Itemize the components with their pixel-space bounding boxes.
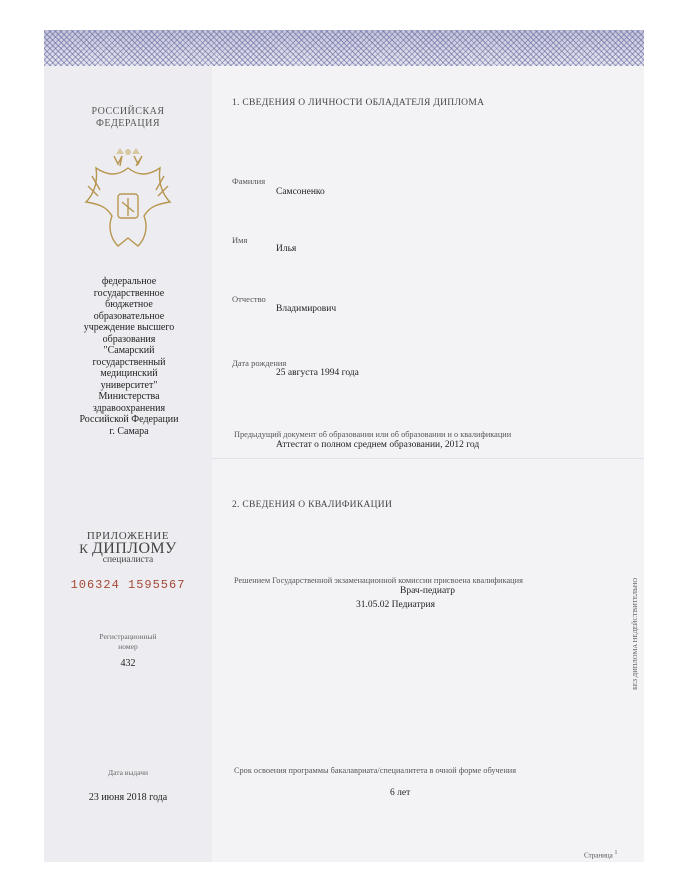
previous-document-label: Предыдущий документ об образовании или об образовании и о квалификации	[234, 430, 512, 439]
institution-line: медицинский	[100, 368, 158, 379]
institution-line: университет"	[100, 379, 158, 391]
diploma-sheet	[44, 30, 644, 862]
qualification-value: Врач-педиатр	[400, 586, 455, 596]
appendix-line-1: ПРИЛОЖЕНИЕ	[86, 530, 170, 542]
institution-line: г. Самара	[109, 425, 149, 437]
qualification-decision-label: Решением Государственной экзаменационной комиссии присвоена квалификация	[234, 576, 523, 585]
institution-line: бюджетное	[105, 299, 153, 310]
institution-line: образования	[102, 333, 156, 345]
appendix-title	[44, 530, 212, 566]
study-term-label: Срок освоения программы бакалавриата/специалитета в очной форме обучения	[234, 766, 517, 775]
registration-label	[44, 632, 212, 652]
institution-line: Российской Федерации	[79, 414, 179, 425]
surname-label: Фамилия	[232, 176, 266, 186]
study-term-value: 6 лет	[390, 788, 411, 798]
appendix-diploma: ДИПЛОМУ	[91, 540, 177, 557]
page-number: 1	[614, 850, 618, 856]
institution-line: "Самарский	[103, 345, 155, 356]
country-line-2: ФЕДЕРАЦИЯ	[95, 118, 161, 129]
name-label: Имя	[232, 235, 248, 245]
patronymic-label: Отчество	[232, 294, 266, 304]
page-label: Страница	[584, 851, 613, 860]
appendix-line-2	[44, 542, 212, 555]
validity-note: БЕЗ ДИПЛОМА НЕДЕЙСТВИТЕЛЬНО	[632, 577, 639, 690]
page-indicator	[584, 850, 617, 859]
serial-number: 106324 1595567	[70, 578, 186, 592]
institution-line: государственный	[92, 356, 166, 368]
issue-date: 23 июня 2018 года	[88, 792, 168, 803]
appendix-to: К	[79, 541, 89, 556]
patronymic-value: Владимирович	[276, 304, 337, 314]
surname-value: Самсоненко	[276, 187, 325, 197]
country-name	[44, 106, 212, 130]
institution-name	[50, 276, 208, 437]
guilloche-band	[44, 30, 644, 66]
registration-number: 432	[120, 658, 136, 669]
institution-line: Министерства	[98, 391, 160, 402]
name-value: Илья	[276, 244, 297, 254]
country-line-1: РОССИЙСКАЯ	[91, 106, 165, 117]
institution-line: федеральное	[101, 276, 157, 287]
specialty-value: 31.05.02 Педиатрия	[356, 600, 435, 610]
institution-line: образовательное	[93, 310, 165, 322]
birth-date-value: 25 августа 1994 года	[276, 368, 359, 378]
appendix-line-3: специалиста	[102, 555, 154, 565]
issue-date-label: Дата выдачи	[107, 768, 149, 777]
section-1-title: 1. СВЕДЕНИЯ О ЛИЧНОСТИ ОБЛАДАТЕЛЯ ДИПЛОМА	[232, 98, 485, 108]
coat-of-arms-icon	[78, 146, 178, 261]
registration-label-line-2: номер	[118, 642, 138, 651]
previous-document-value: Аттестат о полном среднем образовании, 2012 год	[276, 440, 480, 450]
institution-line: здравоохранения	[92, 402, 166, 414]
institution-line: государственное	[93, 287, 165, 299]
birth-date-label: Дата рождения	[232, 358, 287, 368]
registration-label-line-1: Регистрационный	[99, 632, 157, 641]
section-2-title: 2. СВЕДЕНИЯ О КВАЛИФИКАЦИИ	[232, 500, 393, 510]
institution-line: учреждение высшего	[83, 322, 175, 333]
